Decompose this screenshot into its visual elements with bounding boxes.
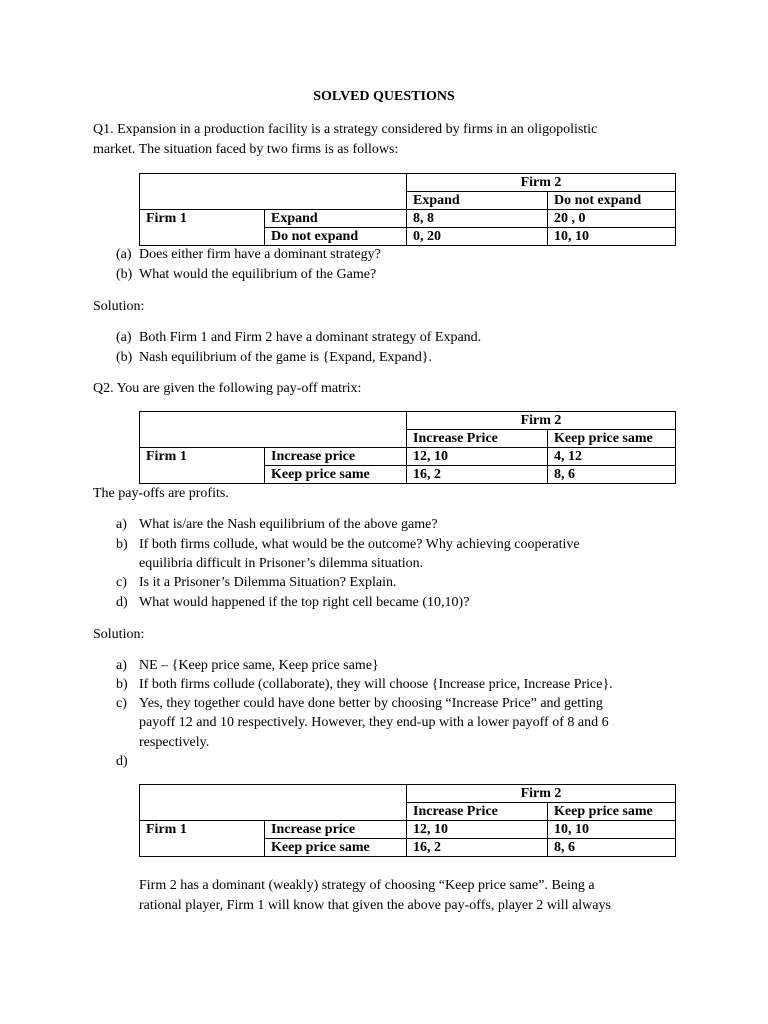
row-player-label: Firm 1 (140, 821, 265, 839)
list-label: b) (116, 537, 128, 552)
row-player-spacer (140, 839, 265, 857)
list-item: NE – {Keep price same, Keep price same} (139, 658, 379, 673)
list-item: If both firms collude, what would be the outcome? Why achieving cooperative (139, 537, 580, 552)
col-strategy-header: Increase Price (407, 430, 548, 448)
col-player-label: Firm 2 (407, 785, 676, 803)
list-label: (b) (116, 350, 133, 365)
list-label: b) (116, 677, 128, 692)
table-corner-cell (140, 192, 407, 210)
list-label: (a) (116, 247, 132, 262)
payoff-cell: 8, 8 (407, 210, 548, 228)
list-label: (a) (116, 330, 132, 345)
table-corner-cell (140, 174, 407, 192)
col-strategy-header: Keep price same (548, 430, 676, 448)
row-strategy-header: Keep price same (265, 466, 407, 484)
q2-payoff-table (139, 411, 676, 484)
list-label: c) (116, 696, 127, 711)
list-label: d) (116, 754, 128, 769)
row-strategy-header: Increase price (265, 821, 407, 839)
list-label: c) (116, 575, 127, 590)
payoff-cell: 12, 10 (407, 448, 548, 466)
payoff-cell: 8, 6 (548, 839, 676, 857)
row-strategy-header: Increase price (265, 448, 407, 466)
list-item: What would the equilibrium of the Game? (139, 267, 377, 282)
payoff-cell: 16, 2 (407, 839, 548, 857)
row-player-spacer (140, 466, 265, 484)
q2d-payoff-table (139, 784, 676, 857)
q2-intro: Q2. You are given the following pay-off matrix: (93, 381, 362, 396)
row-player-label: Firm 1 (140, 210, 265, 228)
solution-heading: Solution: (93, 299, 145, 314)
table-corner-cell (140, 803, 407, 821)
table-corner-cell (140, 412, 407, 430)
list-item: If both firms collude (collaborate), they will choose {Increase price, Increase Price}. (139, 677, 613, 692)
list-label: d) (116, 595, 128, 610)
row-strategy-header: Do not expand (265, 228, 407, 246)
list-item: What is/are the Nash equilibrium of the above game? (139, 517, 438, 532)
list-item-continued: equilibria difficult in Prisoner’s dilemma situation. (139, 556, 424, 571)
list-label: a) (116, 658, 127, 673)
row-strategy-header: Expand (265, 210, 407, 228)
payoff-cell: 0, 20 (407, 228, 548, 246)
col-strategy-header: Expand (407, 192, 548, 210)
q1-payoff-table (139, 173, 676, 246)
payoff-cell: 20 , 0 (548, 210, 676, 228)
payoff-cell: 4, 12 (548, 448, 676, 466)
col-player-label: Firm 2 (407, 174, 676, 192)
payoff-cell: 10, 10 (548, 228, 676, 246)
row-strategy-header: Keep price same (265, 839, 407, 857)
payoff-cell: 12, 10 (407, 821, 548, 839)
table-corner-cell (140, 785, 407, 803)
payoff-cell: 16, 2 (407, 466, 548, 484)
col-strategy-header: Do not expand (548, 192, 676, 210)
row-player-label: Firm 1 (140, 448, 265, 466)
list-item-continued: respectively. (139, 735, 210, 750)
table-corner-cell (140, 430, 407, 448)
col-strategy-header: Keep price same (548, 803, 676, 821)
solution-heading: Solution: (93, 627, 145, 642)
list-label: a) (116, 517, 127, 532)
q1-text-line-1: Q1. Expansion in a production facility is a strategy considered by firms in an oligopolistic (93, 122, 598, 137)
list-item: Nash equilibrium of the game is {Expand, Expand}. (139, 350, 432, 365)
payoff-cell: 8, 6 (548, 466, 676, 484)
payoff-cell: 10, 10 (548, 821, 676, 839)
col-player-label: Firm 2 (407, 412, 676, 430)
list-item: Is it a Prisoner’s Dilemma Situation? Explain. (139, 575, 397, 590)
row-player-spacer (140, 228, 265, 246)
col-strategy-header: Increase Price (407, 803, 548, 821)
list-item: What would happened if the top right cell became (10,10)? (139, 595, 470, 610)
conclusion-line-1: Firm 2 has a dominant (weakly) strategy of choosing “Keep price same”. Being a (139, 878, 595, 893)
list-item-continued: payoff 12 and 10 respectively. However, they end-up with a lower payoff of 8 and 6 (139, 715, 609, 730)
list-item: Does either firm have a dominant strategy? (139, 247, 381, 262)
list-label: (b) (116, 267, 133, 282)
page-title: SOLVED QUESTIONS (313, 89, 455, 104)
list-item: Yes, they together could have done better by choosing “Increase Price” and getting (139, 696, 603, 711)
q1-text-line-2: market. The situation faced by two firms is as follows: (93, 142, 399, 157)
q2-note: The pay-offs are profits. (93, 486, 229, 501)
conclusion-line-2: rational player, Firm 1 will know that given the above pay-offs, player 2 will always (139, 898, 611, 913)
list-item: Both Firm 1 and Firm 2 have a dominant strategy of Expand. (139, 330, 482, 345)
